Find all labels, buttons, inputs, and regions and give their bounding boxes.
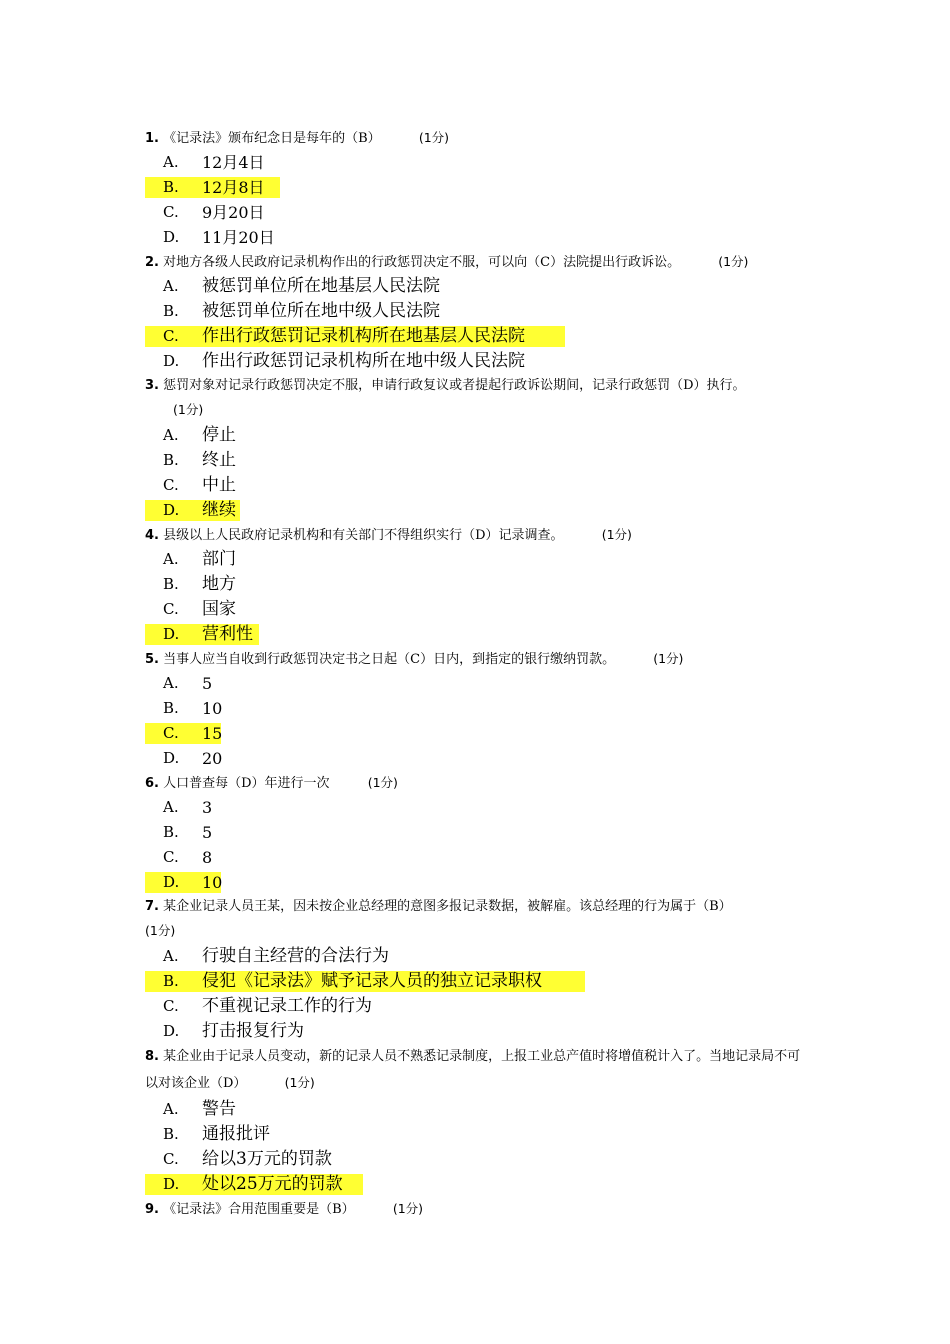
question-number: 1. bbox=[145, 131, 159, 146]
option-letter: A. bbox=[163, 550, 179, 568]
option-a bbox=[145, 423, 810, 448]
option-letter: B. bbox=[163, 1125, 179, 1143]
option-a bbox=[145, 1097, 810, 1122]
option-letter: B. bbox=[163, 575, 179, 593]
option-c bbox=[145, 721, 810, 746]
option-d bbox=[145, 498, 810, 523]
option-a bbox=[145, 795, 810, 820]
option-letter: B. bbox=[163, 302, 179, 320]
option-a bbox=[145, 944, 810, 969]
question-number: 2. bbox=[145, 255, 159, 270]
question-9 bbox=[145, 1197, 810, 1221]
option-text: 终止 bbox=[202, 450, 236, 470]
option-letter: D. bbox=[163, 352, 180, 370]
question-score: (1分) bbox=[367, 775, 398, 790]
question-text: 当事人应当自收到行政惩罚决定书之日起（C）日内，到指定的银行缴纳罚款。 bbox=[163, 652, 616, 667]
option-letter: A. bbox=[163, 277, 179, 295]
option-c bbox=[145, 324, 810, 349]
option-letter: C. bbox=[163, 997, 179, 1015]
option-text: 11月20日 bbox=[202, 228, 275, 247]
option-letter: B. bbox=[163, 451, 179, 469]
option-letter: C. bbox=[163, 476, 179, 494]
option-letter: A. bbox=[163, 426, 179, 444]
question-score: (1分) bbox=[718, 254, 749, 269]
option-letter: D. bbox=[163, 749, 180, 767]
question-4 bbox=[145, 523, 810, 547]
option-letter: A. bbox=[163, 1100, 179, 1118]
option-letter: C. bbox=[163, 1150, 179, 1168]
option-text: 警告 bbox=[202, 1099, 236, 1119]
option-text: 营利性 bbox=[202, 624, 253, 644]
option-text: 12月4日 bbox=[202, 153, 265, 172]
question-text: 《记录法》合用范围重要是（B） bbox=[163, 1202, 355, 1217]
question-text: 《记录法》颁布纪念日是每年的（B） bbox=[163, 131, 381, 146]
option-letter: C. bbox=[163, 203, 179, 221]
option-c bbox=[145, 1147, 810, 1172]
question-score: (1分) bbox=[601, 527, 632, 542]
option-letter: C. bbox=[163, 600, 179, 618]
option-text: 作出行政惩罚记录机构所在地基层人民法院 bbox=[202, 326, 525, 346]
option-text: 15 bbox=[202, 724, 223, 743]
option-d bbox=[145, 870, 810, 895]
option-text: 中止 bbox=[202, 475, 236, 495]
option-b bbox=[145, 299, 810, 324]
question-text: 惩罚对象对记录行政惩罚决定不服，申请行政复议或者提起行政诉讼期间，记录行政惩罚（D）执行。 bbox=[163, 378, 746, 393]
option-letter: B. bbox=[163, 972, 179, 990]
question-number: 8. bbox=[145, 1049, 159, 1064]
option-letter: C. bbox=[163, 327, 179, 345]
option-b bbox=[145, 969, 810, 994]
option-letter: C. bbox=[163, 848, 179, 866]
option-text: 处以25万元的罚款 bbox=[202, 1174, 343, 1194]
option-text: 地方 bbox=[202, 574, 236, 594]
question-number: 6. bbox=[145, 776, 159, 791]
question-8 bbox=[145, 1044, 805, 1097]
option-text: 侵犯《记录法》赋予记录人员的独立记录职权 bbox=[202, 971, 542, 991]
option-letter: D. bbox=[163, 1175, 180, 1193]
option-text: 打击报复行为 bbox=[202, 1021, 304, 1041]
option-text: 5 bbox=[202, 674, 213, 693]
question-text: 某企业由于记录人员变动，新的记录人员不熟悉记录制度，上报工业总产值时将增值税计入了。当地记录局不可以对该企业（D） bbox=[145, 1049, 801, 1091]
option-a bbox=[145, 547, 810, 572]
question-text: 人口普查每（D）年进行一次 bbox=[163, 776, 330, 791]
option-text: 继续 bbox=[202, 500, 236, 520]
option-text: 部门 bbox=[202, 549, 236, 569]
option-c bbox=[145, 473, 810, 498]
question-5 bbox=[145, 647, 810, 671]
option-letter: A. bbox=[163, 153, 179, 171]
document-page bbox=[145, 126, 810, 1221]
question-number: 3. bbox=[145, 378, 159, 393]
option-text: 5 bbox=[202, 823, 213, 842]
option-text: 行驶自主经营的合法行为 bbox=[202, 946, 389, 966]
option-d bbox=[145, 1019, 810, 1044]
option-text: 不重视记录工作的行为 bbox=[202, 996, 372, 1016]
option-letter: D. bbox=[163, 625, 180, 643]
option-letter: A. bbox=[163, 798, 179, 816]
question-score: (1分) bbox=[284, 1075, 315, 1090]
option-d bbox=[145, 1172, 810, 1197]
option-c bbox=[145, 845, 810, 870]
option-b bbox=[145, 572, 810, 597]
option-letter: D. bbox=[163, 501, 180, 519]
option-a bbox=[145, 150, 810, 175]
option-text: 给以3万元的罚款 bbox=[202, 1149, 332, 1169]
question-score: (1分) bbox=[392, 1201, 424, 1216]
option-text: 12月8日 bbox=[202, 178, 265, 197]
option-letter: B. bbox=[163, 699, 179, 717]
question-7 bbox=[145, 895, 810, 944]
option-letter: D. bbox=[163, 228, 180, 246]
question-number: 5. bbox=[145, 652, 159, 667]
question-number: 9. bbox=[145, 1202, 159, 1217]
option-text: 10 bbox=[202, 873, 223, 892]
option-text: 国家 bbox=[202, 599, 236, 619]
option-letter: B. bbox=[163, 178, 179, 196]
option-b bbox=[145, 448, 810, 473]
option-c bbox=[145, 994, 810, 1019]
option-a bbox=[145, 274, 810, 299]
question-number: 7. bbox=[145, 899, 159, 914]
question-score: (1分) bbox=[145, 923, 176, 938]
question-1 bbox=[145, 126, 810, 150]
option-d bbox=[145, 622, 810, 647]
question-6 bbox=[145, 771, 810, 795]
option-c bbox=[145, 597, 810, 622]
option-letter: C. bbox=[163, 724, 179, 742]
question-2 bbox=[145, 250, 810, 274]
option-text: 被惩罚单位所在地中级人民法院 bbox=[202, 301, 440, 321]
option-text: 9月20日 bbox=[202, 203, 265, 222]
option-d bbox=[145, 225, 810, 250]
option-letter: D. bbox=[163, 873, 180, 891]
option-a bbox=[145, 671, 810, 696]
option-text: 停止 bbox=[202, 425, 236, 445]
option-b bbox=[145, 820, 810, 845]
question-score: (1分) bbox=[653, 651, 684, 666]
option-text: 作出行政惩罚记录机构所在地中级人民法院 bbox=[202, 351, 525, 371]
option-letter: D. bbox=[163, 1022, 180, 1040]
option-text: 10 bbox=[202, 699, 223, 718]
option-b bbox=[145, 1122, 810, 1147]
option-text: 通报批评 bbox=[202, 1124, 270, 1144]
option-d bbox=[145, 746, 810, 771]
option-letter: A. bbox=[163, 947, 179, 965]
question-text: 某企业记录人员王某，因未按企业总经理的意图多报记录数据，被解雇。该总经理的行为属于（B） bbox=[163, 899, 732, 914]
question-number: 4. bbox=[145, 528, 159, 543]
option-text: 8 bbox=[202, 848, 213, 867]
option-letter: A. bbox=[163, 674, 179, 692]
question-text: 县级以上人民政府记录机构和有关部门不得组织实行（D）记录调查。 bbox=[163, 528, 564, 543]
option-text: 3 bbox=[202, 798, 213, 817]
question-3 bbox=[145, 374, 810, 423]
option-d bbox=[145, 349, 810, 374]
option-c bbox=[145, 200, 810, 225]
option-text: 20 bbox=[202, 749, 223, 768]
option-b bbox=[145, 696, 810, 721]
question-score: (1分) bbox=[418, 130, 450, 145]
question-score: (1分) bbox=[173, 402, 204, 417]
option-text: 被惩罚单位所在地基层人民法院 bbox=[202, 276, 440, 296]
question-text: 对地方各级人民政府记录机构作出的行政惩罚决定不服，可以向（C）法院提出行政诉讼。 bbox=[163, 255, 681, 270]
option-b bbox=[145, 175, 810, 200]
option-letter: B. bbox=[163, 823, 179, 841]
